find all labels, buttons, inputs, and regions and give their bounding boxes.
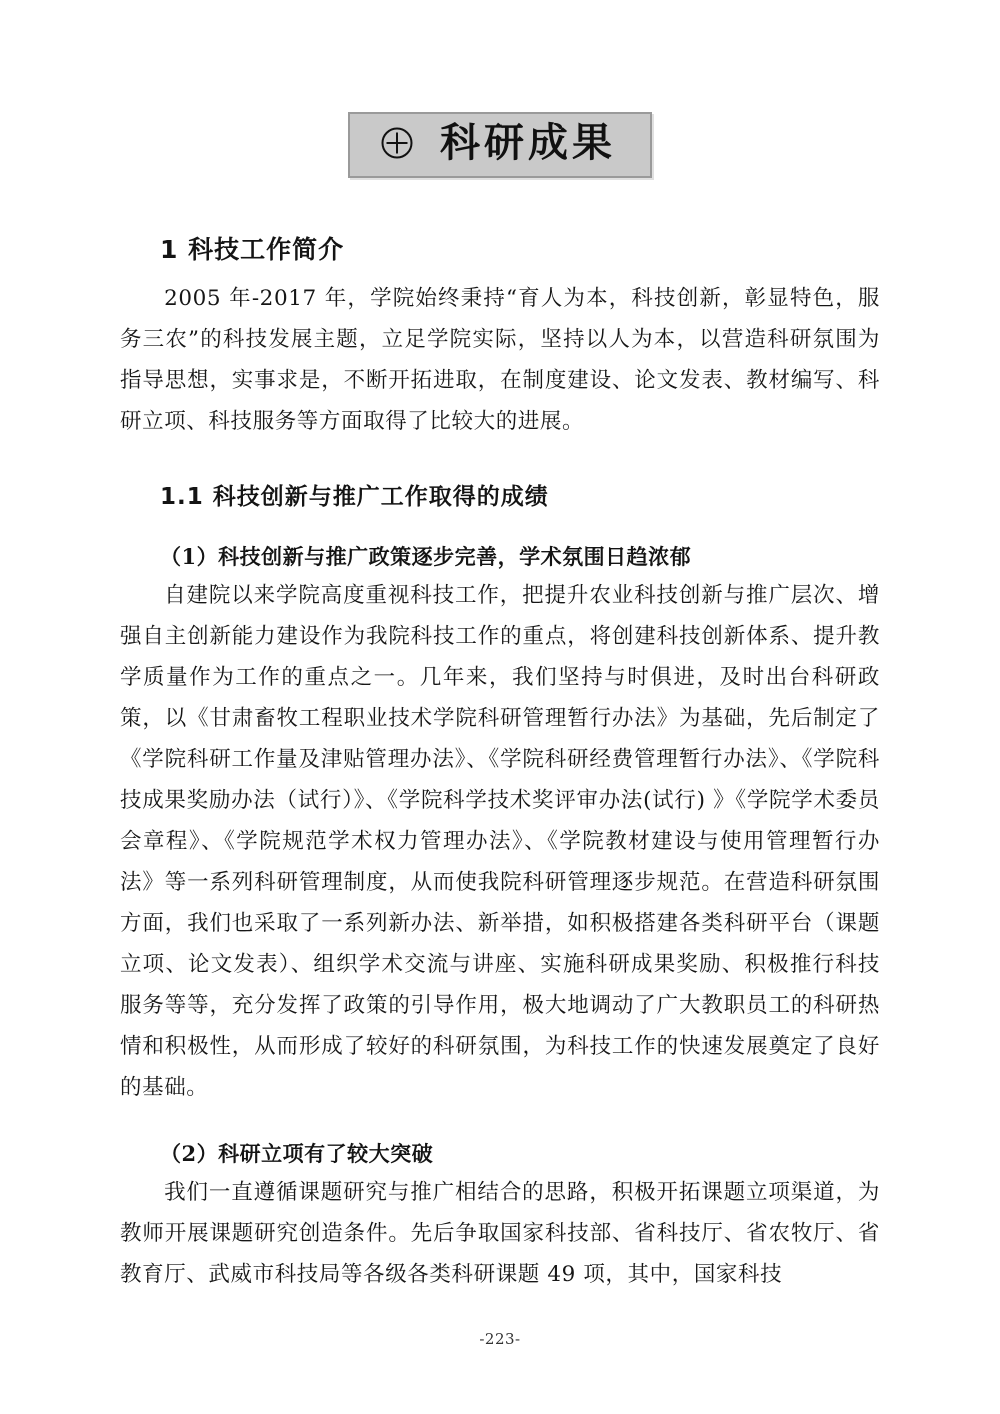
- subsection-1-paragraph-1: 自建院以来学院高度重视科技工作，把提升农业科技创新与推广层次、增强自主创新能力建设作为我院科技工作的重点，将创建科技创新体系、提升教学质量作为工作的重点之一。几年来，我们坚持与时俱进，及时出台科研政策，以《甘肃畜牧工程职业技术学院科研管理暂行办法》为基础，先后制定了《学院科研工作量及津贴管理办法》、《学院科研经费管理暂行办法》、《学院科技成果奖励办法（试行）》、《学院科学技术奖评审办法(试行) 》《学院学术委员会章程》、《学院规范学术权力管理办法》、《学院教材建设与使用管理暂行办法》等一系列科研管理制度，从而使我院科研管理逐步规范。在营造科研氛围方面，我们也采取了一系列新办法、新举措，如积极搭建各类科研平台（课题立项、论文发表）、组织学术交流与讲座、实施科研成果奖励、积极推行科技服务等等，充分发挥了政策的引导作用，极大地调动了广大教职员工的科研热情和积极性，从而形成了较好的科研氛围，为科技工作的快速发展奠定了良好的基础。: [120, 583, 880, 1100]
- section-1-paragraph-1: 2005 年-2017 年，学院始终秉持“育人为本，科技创新，彰显特色，服务三农”的科技发展主题，立足学院实际，坚持以人为本，以营造科研氛围为指导思想，实事求是，不断开拓进取，在制度建设、论文发表、教材编写、科研立项、科技服务等方面取得了比较大的进展。: [120, 286, 880, 434]
- page-number: -223-: [479, 1330, 521, 1348]
- circled-plus-icon: [380, 126, 414, 160]
- subsection-heading-2: （2）科研立项有了较大突破: [160, 1141, 434, 1166]
- subsection-2-paragraph-1: 我们一直遵循课题研究与推广相结合的思路，积极开拓课题立项渠道，为教师开展课题研究创造条件。先后争取国家科技部、省科技厅、省农牧厅、省教育厅、武威市科技局等各级各类科研课题 49 项，其中，国家科技: [120, 1180, 880, 1287]
- subsection-heading-1: （1）科技创新与推广政策逐步完善，学术氛围日趋浓郁: [160, 544, 692, 569]
- section-heading-1-1: 1.1 科技创新与推广工作取得的成绩: [160, 484, 549, 510]
- page-title: 科研成果: [440, 119, 616, 166]
- section-heading-1: 1 科技工作简介: [160, 235, 345, 264]
- page-footer: [0, 1330, 1000, 1348]
- title-banner-container: [120, 112, 880, 178]
- title-banner: [348, 112, 652, 178]
